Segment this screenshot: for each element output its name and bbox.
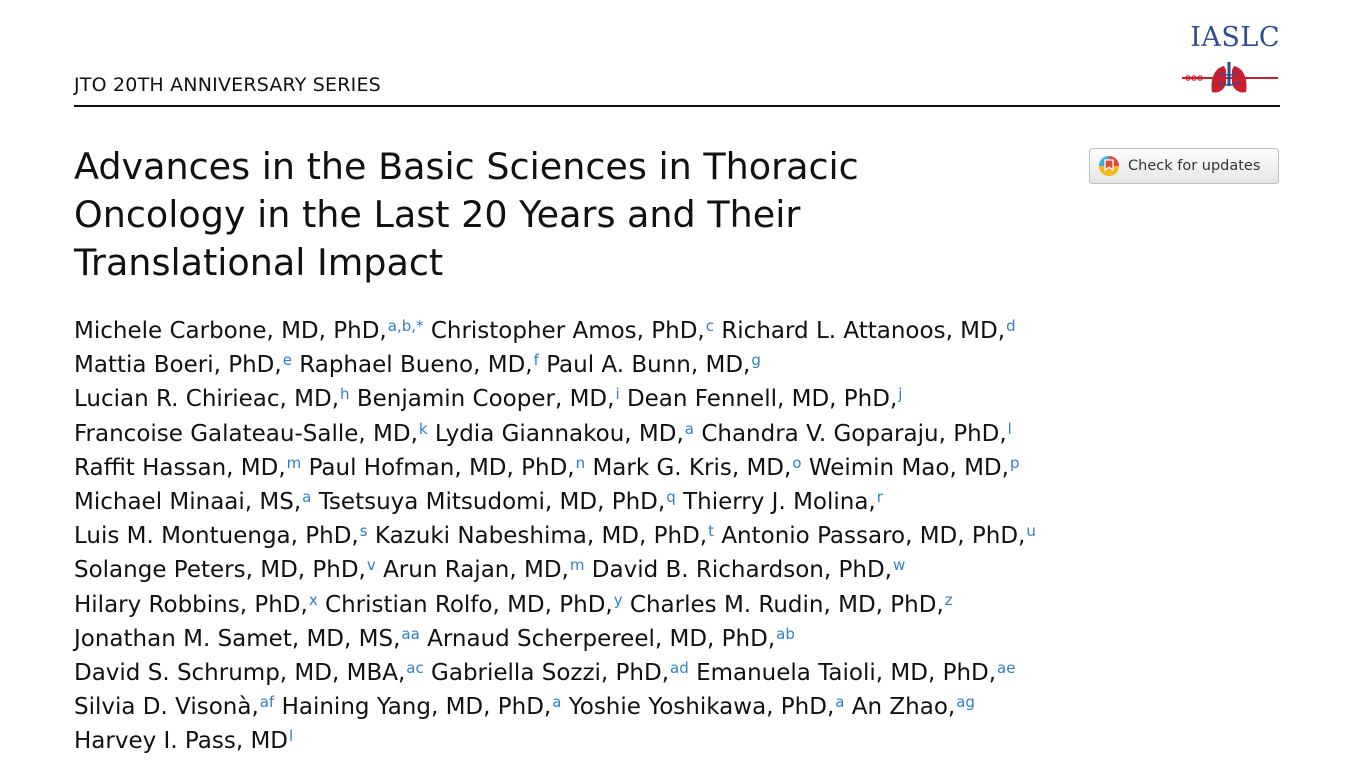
series-label: JTO 20TH ANNIVERSARY SERIES: [74, 74, 381, 96]
author-line: [74, 588, 1314, 622]
author-name: Lucian R. Chirieac, MD,: [74, 386, 340, 413]
affiliation-link[interactable]: o: [792, 453, 802, 472]
check-for-updates-label: Check for updates: [1128, 158, 1261, 174]
author-name: Chandra V. Goparaju, PhD,: [701, 420, 1007, 447]
logo-text: IASLC: [1190, 22, 1280, 53]
affiliation-link[interactable]: d: [1006, 317, 1016, 335]
author-line: [74, 451, 1314, 485]
affiliation-link[interactable]: a,b,*: [387, 317, 424, 335]
affiliation-link[interactable]: q: [666, 488, 676, 507]
author-name: David S. Schrump, MD, MBA,: [74, 660, 406, 687]
affiliation-link[interactable]: ab: [776, 624, 795, 643]
affiliation-link[interactable]: i: [615, 385, 620, 404]
affiliation-link[interactable]: y: [613, 590, 623, 609]
header-rule: [74, 105, 1280, 107]
author-line: [74, 485, 1314, 519]
author-line: [74, 382, 1314, 416]
affiliation-link[interactable]: t: [708, 522, 714, 541]
author-name: Michael Minaai, MS,: [74, 489, 302, 516]
author-name: Emanuela Taioli, MD, PhD,: [696, 660, 997, 687]
author-name: Lydia Giannakou, MD,: [434, 420, 684, 447]
author-name: Hilary Robbins, PhD,: [74, 591, 308, 618]
author-line: [74, 656, 1314, 690]
author-name: Christopher Amos, PhD,: [430, 318, 705, 344]
author-name: Solange Peters, MD, PhD,: [74, 557, 366, 584]
author-name: David B. Richardson, PhD,: [591, 557, 892, 584]
affiliation-link[interactable]: e: [282, 351, 292, 370]
author-line: [74, 724, 1314, 758]
title-line: Advances in the Basic Sciences in Thoracic: [74, 145, 859, 188]
author-list: [74, 314, 1314, 759]
affiliation-link[interactable]: l: [289, 727, 294, 746]
affiliation-link[interactable]: ac: [406, 659, 424, 678]
affiliation-link[interactable]: a: [835, 693, 845, 712]
affiliation-link[interactable]: ag: [956, 693, 975, 712]
affiliation-link[interactable]: m: [286, 453, 302, 472]
affiliation-link[interactable]: k: [418, 419, 428, 438]
author-line: [74, 553, 1314, 587]
check-for-updates-button[interactable]: [1089, 148, 1279, 184]
affiliation-link[interactable]: ad: [670, 659, 689, 678]
author-name: Raphael Bueno, MD,: [299, 352, 533, 379]
author-name: Mattia Boeri, PhD,: [74, 352, 282, 379]
author-name: Christian Rolfo, MD, PhD,: [325, 591, 613, 618]
author-line: [74, 622, 1314, 656]
author-name: Luis M. Montuenga, PhD,: [74, 523, 359, 550]
author-line: [74, 348, 1314, 382]
author-name: Jonathan M. Samet, MD, MS,: [74, 625, 401, 652]
author-name: Haining Yang, MD, PhD,: [281, 694, 552, 721]
affiliation-link[interactable]: w: [892, 556, 906, 575]
affiliation-link[interactable]: x: [308, 590, 318, 609]
author-line: [74, 314, 1314, 348]
author-name: Paul Hofman, MD, PhD,: [308, 454, 575, 481]
affiliation-link[interactable]: aa: [401, 624, 420, 643]
author-name: Harvey I. Pass, MD: [74, 728, 289, 755]
author-name: Yoshie Yoshikawa, PhD,: [568, 694, 835, 721]
author-line: [74, 417, 1314, 451]
author-name: Weimin Mao, MD,: [808, 454, 1009, 481]
title-line: Oncology in the Last 20 Years and Their: [74, 193, 801, 236]
article-title: [74, 143, 974, 287]
affiliation-link[interactable]: ae: [997, 659, 1016, 678]
author-name: Francoise Galateau-Salle, MD,: [74, 420, 418, 447]
author-name: Arnaud Scherpereel, MD, PhD,: [427, 625, 776, 652]
affiliation-link[interactable]: af: [259, 693, 275, 712]
author-name: Benjamin Cooper, MD,: [356, 386, 615, 413]
author-name: Paul A. Bunn, MD,: [546, 352, 751, 379]
affiliation-link[interactable]: n: [575, 453, 586, 472]
affiliation-link[interactable]: a: [552, 693, 562, 712]
affiliation-link[interactable]: f: [533, 351, 539, 370]
affiliation-link[interactable]: j: [898, 385, 903, 404]
affiliation-link[interactable]: h: [340, 385, 350, 404]
author-name: Dean Fennell, MD, PhD,: [626, 386, 898, 413]
iaslc-logo[interactable]: [1180, 22, 1280, 100]
affiliation-link[interactable]: s: [359, 522, 368, 541]
affiliation-link[interactable]: r: [876, 488, 883, 507]
affiliation-link[interactable]: u: [1026, 522, 1036, 541]
author-name: Richard L. Attanoos, MD,: [721, 318, 1006, 344]
author-name: Arun Rajan, MD,: [383, 557, 569, 584]
affiliation-link[interactable]: a: [684, 419, 694, 438]
author-name: Kazuki Nabeshima, MD, PhD,: [374, 523, 708, 550]
author-name: Tsetsuya Mitsudomi, MD, PhD,: [318, 489, 666, 516]
author-name: Silvia D. Visonà,: [74, 694, 259, 721]
affiliation-link[interactable]: m: [569, 556, 585, 575]
author-name: Thierry J. Molina,: [683, 489, 876, 516]
affiliation-link[interactable]: c: [705, 317, 714, 335]
author-name: Mark G. Kris, MD,: [592, 454, 792, 481]
author-line: [74, 519, 1314, 553]
author-name: Gabriella Sozzi, PhD,: [431, 660, 670, 687]
author-name: An Zhao,: [851, 694, 956, 721]
affiliation-link[interactable]: g: [751, 351, 761, 370]
affiliation-link[interactable]: p: [1009, 453, 1020, 472]
affiliation-link[interactable]: z: [944, 590, 953, 609]
crossmark-icon: [1098, 155, 1120, 177]
lungs-caduceus-icon: [1180, 58, 1280, 98]
affiliation-link[interactable]: v: [366, 556, 376, 575]
author-name: Charles M. Rudin, MD, PhD,: [629, 591, 944, 618]
author-name: Antonio Passaro, MD, PhD,: [721, 523, 1026, 550]
affiliation-link[interactable]: a: [302, 488, 312, 507]
affiliation-link[interactable]: l: [1007, 419, 1012, 438]
author-name: Raffit Hassan, MD,: [74, 454, 286, 481]
title-line: Translational Impact: [74, 241, 444, 284]
author-name: Michele Carbone, MD, PhD,: [74, 318, 387, 344]
author-line: [74, 690, 1314, 724]
